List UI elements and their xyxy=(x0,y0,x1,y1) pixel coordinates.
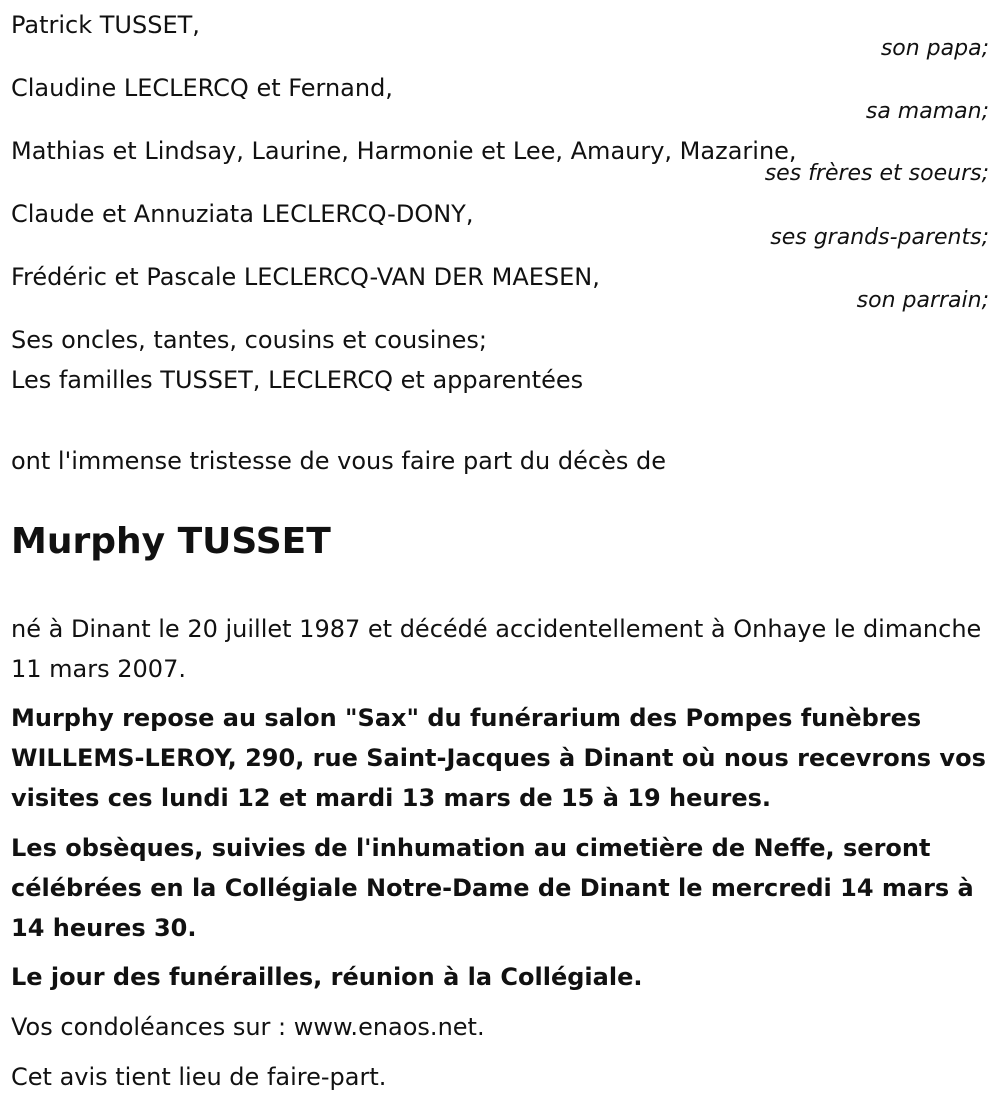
family-name: Claudine LECLERCQ et Fernand, xyxy=(11,74,393,102)
family-name: Frédéric et Pascale LECLERCQ-VAN DER MAESEN, xyxy=(11,263,600,291)
family-entry-godfather xyxy=(11,252,989,315)
family-name: Claude et Annuziata LECLERCQ-DONY, xyxy=(11,200,474,228)
family-entry-mother xyxy=(11,63,989,126)
family-role: ses grands-parents; xyxy=(770,225,989,250)
family-name: Mathias et Lindsay, Laurine, Harmonie et Lee, Amaury, Mazarine, xyxy=(11,137,797,165)
family-entry-siblings xyxy=(11,126,989,189)
birth-death-paragraph: né à Dinant le 20 juillet 1987 et décédé accidentellement à Onhaye le dimanche 11 mars 2007. xyxy=(11,615,982,683)
family-role: ses frères et soeurs; xyxy=(764,161,989,186)
condolences-paragraph: Vos condoléances sur : www.enaos.net. xyxy=(11,1013,485,1041)
announcement-text: ont l'immense tristesse de vous faire part du décès de xyxy=(11,447,666,475)
family-role: son papa; xyxy=(880,36,989,61)
family-role: son parrain; xyxy=(856,288,989,313)
family-name: Patrick TUSSET, xyxy=(11,11,200,39)
family-entry-grandparents xyxy=(11,189,989,252)
extended-family-line: Ses oncles, tantes, cousins et cousines; xyxy=(11,326,487,354)
notice-paragraph: Cet avis tient lieu de faire-part. xyxy=(11,1063,387,1091)
deceased-name: Murphy TUSSET xyxy=(11,521,331,562)
visitation-paragraph: Murphy repose au salon "Sax" du funérarium des Pompes funèbres WILLEMS-LEROY, 290, rue Saint-Jacques à Dinant où nous recevrons vos visites ces lundi 12 et mardi 13 mars de 15 à 19 heures. xyxy=(11,704,986,812)
families-line: Les familles TUSSET, LECLERCQ et apparentées xyxy=(11,366,584,394)
meeting-paragraph: Le jour des funérailles, réunion à la Collégiale. xyxy=(11,963,643,991)
funeral-paragraph: Les obsèques, suivies de l'inhumation au cimetière de Neffe, seront célébrées en la Collégiale Notre-Dame de Dinant le mercredi 14 mars à 14 heures 30. xyxy=(11,834,974,942)
family-role: sa maman; xyxy=(865,99,989,124)
family-entry-father xyxy=(11,0,989,63)
